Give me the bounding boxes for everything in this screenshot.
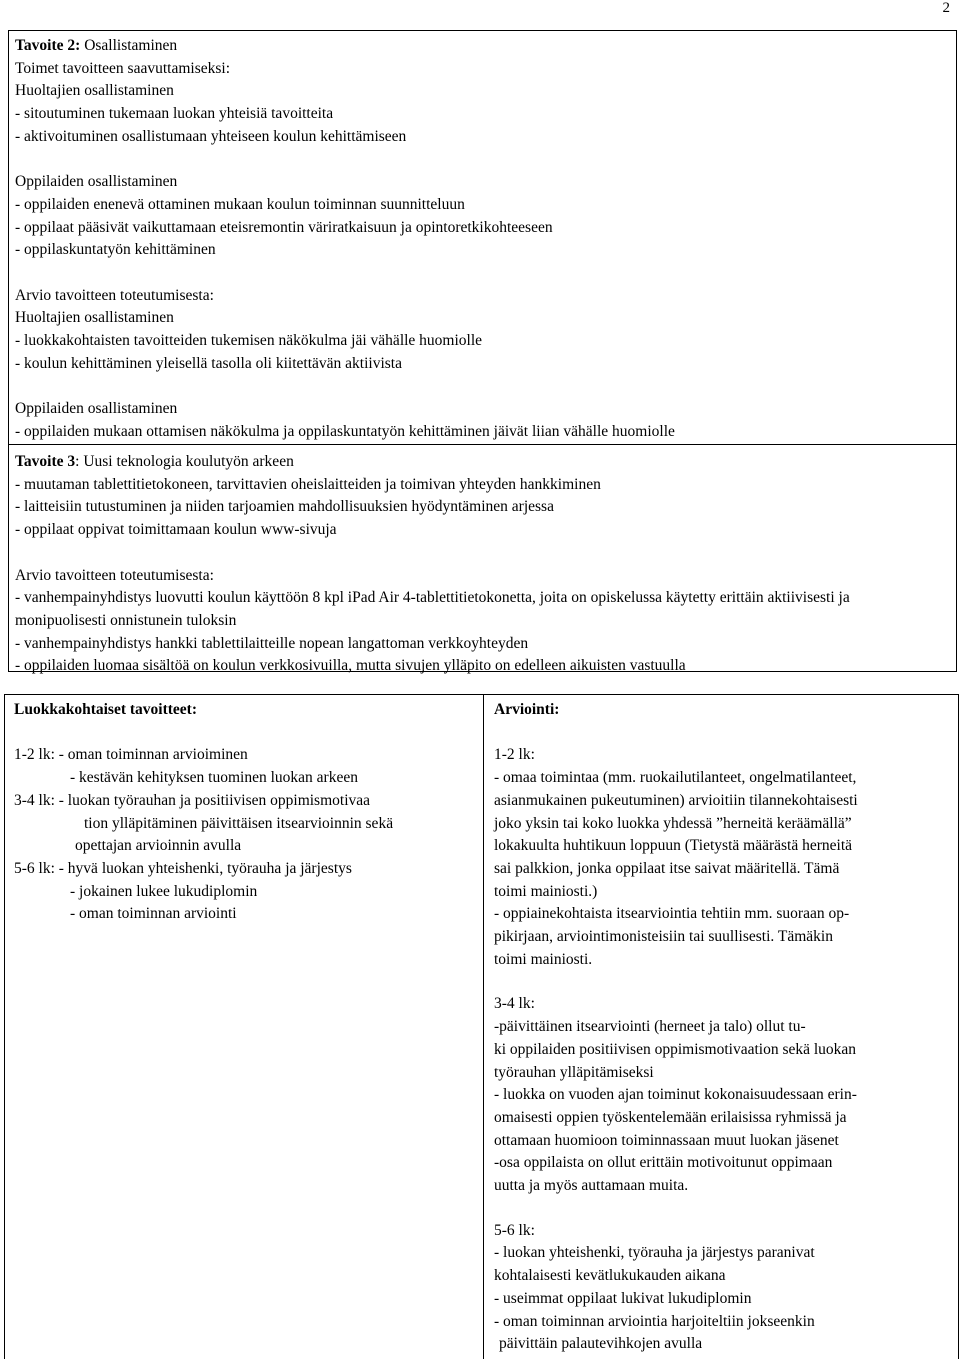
goal2-eval-guardians-heading: Huoltajien osallistaminen	[15, 309, 174, 327]
assessment-heading: Arviointi:	[494, 701, 560, 718]
goal2-actions-heading: Toimet tavoitteen saavuttamiseksi:	[15, 59, 231, 77]
assessment-g34-label: 3-4 lk:	[494, 995, 535, 1013]
goal3-title-text: : Uusi teknologia koulutyön arkeen	[75, 453, 294, 470]
list-item: - oppilaiden mukaan ottamisen näkökulma ja oppilaskuntatyön kehittäminen jäivät liian vähälle huomiolle	[15, 422, 675, 440]
list-item: -päivittäinen itsearviointi (herneet ja talo) ollut tu-	[494, 1018, 806, 1036]
goal2-title	[15, 35, 950, 58]
list-item: - oman toiminnan arviointi	[70, 905, 237, 923]
class-goals-column	[5, 695, 484, 1359]
list-item: sai palkkion, jonka oppilaat itse saivat määritellä. Tämä	[494, 859, 840, 877]
list-item: - luokka on vuoden ajan toiminut kokonaisuudessaan erin-	[494, 1086, 857, 1104]
list-item: - oppiainekohtaista itsearviointia tehtiin mm. suoraan op-	[494, 905, 850, 923]
goal2-guardians-heading: Huoltajien osallistaminen	[15, 82, 174, 100]
list-item: työrauhan ylläpitämiseksi	[494, 1063, 654, 1081]
list-item: - kestävän kehityksen tuominen luokan arkeen	[70, 769, 358, 787]
list-item: - muutaman tablettitietokoneen, tarvittavien oheislaitteiden ja toimivan yhteyden hankkiminen	[15, 475, 601, 493]
goal3-label: Tavoite 3	[15, 453, 76, 470]
list-item: - oppilaskuntatyön kehittäminen	[15, 241, 216, 259]
list-item: 5-6 lk: - hyvä luokan yhteishenki, työrauha ja järjestys	[14, 859, 352, 877]
class-goals-table	[4, 694, 959, 1359]
list-item: kohtalaisesti kevätlukukauden aikana	[494, 1267, 726, 1285]
list-item: - oman toiminnan arviointia harjoiteltiin jokseenkin	[494, 1312, 815, 1330]
list-item: - koulun kehittäminen yleisellä tasolla oli kiitettävän aktiivista	[15, 354, 402, 372]
list-item: ki oppilaiden positiivisen oppimismotivaation sekä luokan	[494, 1040, 857, 1058]
list-item: - oppilaat oppivat toimittamaan koulun www-sivuja	[15, 521, 337, 539]
list-item: - jokainen lukee lukudiplomin	[70, 882, 258, 900]
list-item: asianmukainen pukeutuminen) arvioitiin tilannekohtaisesti	[494, 791, 858, 809]
goal3-evaluation-heading: Arvio tavoitteen toteutumisesta:	[15, 566, 214, 584]
list-item: 1-2 lk: - oman toiminnan arvioiminen	[14, 746, 248, 764]
goal2-label: Tavoite 2:	[15, 37, 81, 54]
list-item: -osa oppilaista on ollut erittäin motivoitunut oppimaan	[494, 1154, 833, 1172]
page-number: 2	[942, 0, 950, 16]
list-item: - oppilaiden enenevä ottaminen mukaan koulun toiminnan suunnitteluun	[15, 195, 465, 213]
list-item: päivittäin palautevihkojen avulla	[499, 1335, 703, 1353]
list-item: uutta ja myös auttamaan muita.	[494, 1177, 689, 1195]
list-item: joko yksin tai koko luokka yhdessä ”herneitä keräämällä”	[494, 814, 852, 832]
class-goals-heading: Luokkakohtaiset tavoitteet:	[14, 701, 197, 718]
list-item: toimi mainiosti.	[494, 950, 593, 968]
list-item: ottamaan huomioon toiminnassaan muut luokan jäsenet	[494, 1131, 839, 1149]
goal2-pupils-heading: Oppilaiden osallistaminen	[15, 173, 178, 191]
list-item: opettajan arvioinnin avulla	[75, 837, 242, 855]
list-item: - sitoutuminen tukemaan luokan yhteisiä tavoitteita	[15, 105, 334, 123]
list-item: - luokan yhteishenki, työrauha ja järjestys paranivat	[494, 1244, 815, 1262]
list-item: - oppilaat pääsivät vaikuttamaan eteisremontin väriratkaisuun ja opintoretkikohteeseen	[15, 218, 553, 236]
list-item: - oppilaiden luomaa sisältöä on koulun verkkosivuilla, mutta sivujen ylläpito on edelleen aikuisten vastuulla	[15, 657, 686, 675]
list-item: 3-4 lk: - luokan työrauhan ja positiivisen oppimismotivaa	[14, 791, 371, 809]
goal3-section	[8, 444, 957, 675]
list-item: toimi mainiosti.)	[494, 882, 598, 900]
list-item: - useimmat oppilaat lukivat lukudiplomin	[494, 1289, 752, 1307]
list-item: - aktivoituminen osallistumaan yhteiseen koulun kehittämiseen	[15, 127, 407, 145]
goal2-evaluation-heading: Arvio tavoitteen toteutumisesta:	[15, 286, 214, 304]
list-item: - luokkakohtaisten tavoitteiden tukemisen näkökulma jäi vähälle huomiolle	[15, 332, 483, 350]
goal2-title-text: Osallistaminen	[84, 37, 178, 54]
list-item: lokakuulta huhtikuun loppuun (Tietystä määrästä herneitä	[494, 837, 853, 855]
goal2-section	[8, 30, 957, 445]
list-item: omaisesti oppien työskentelemään erilaisissa ryhmissä ja	[494, 1108, 847, 1126]
list-item: tion ylläpitäminen päivittäisen itsearvioinnin sekä	[84, 814, 394, 832]
list-item: pikirjaan, arviointimonisteisiin tai suullisesti. Tämäkin	[494, 928, 833, 946]
list-item: - laitteisiin tutustuminen ja niiden tarjoamien mahdollisuuksien hyödyntäminen arjessa	[15, 498, 554, 516]
list-item: - vanhempainyhdistys luovutti koulun käyttöön 8 kpl iPad Air 4-tablettitietokonetta, joita on opiskelussa käytetty erittäin aktiivisesti ja monipuolisesti onnistunein tuloksin	[15, 589, 850, 629]
assessment-g12-label: 1-2 lk:	[494, 746, 535, 764]
assessment-g56-label: 5-6 lk:	[494, 1221, 535, 1239]
assessment-column	[484, 695, 958, 1359]
goal3-title	[15, 451, 950, 474]
list-item: - vanhempainyhdistys hankki tablettilaitteille nopean langattoman verkkoyhteyden	[15, 634, 529, 652]
list-item: - omaa toimintaa (mm. ruokailutilanteet, ongelmatilanteet,	[494, 769, 857, 787]
goal2-eval-pupils-heading: Oppilaiden osallistaminen	[15, 400, 178, 418]
